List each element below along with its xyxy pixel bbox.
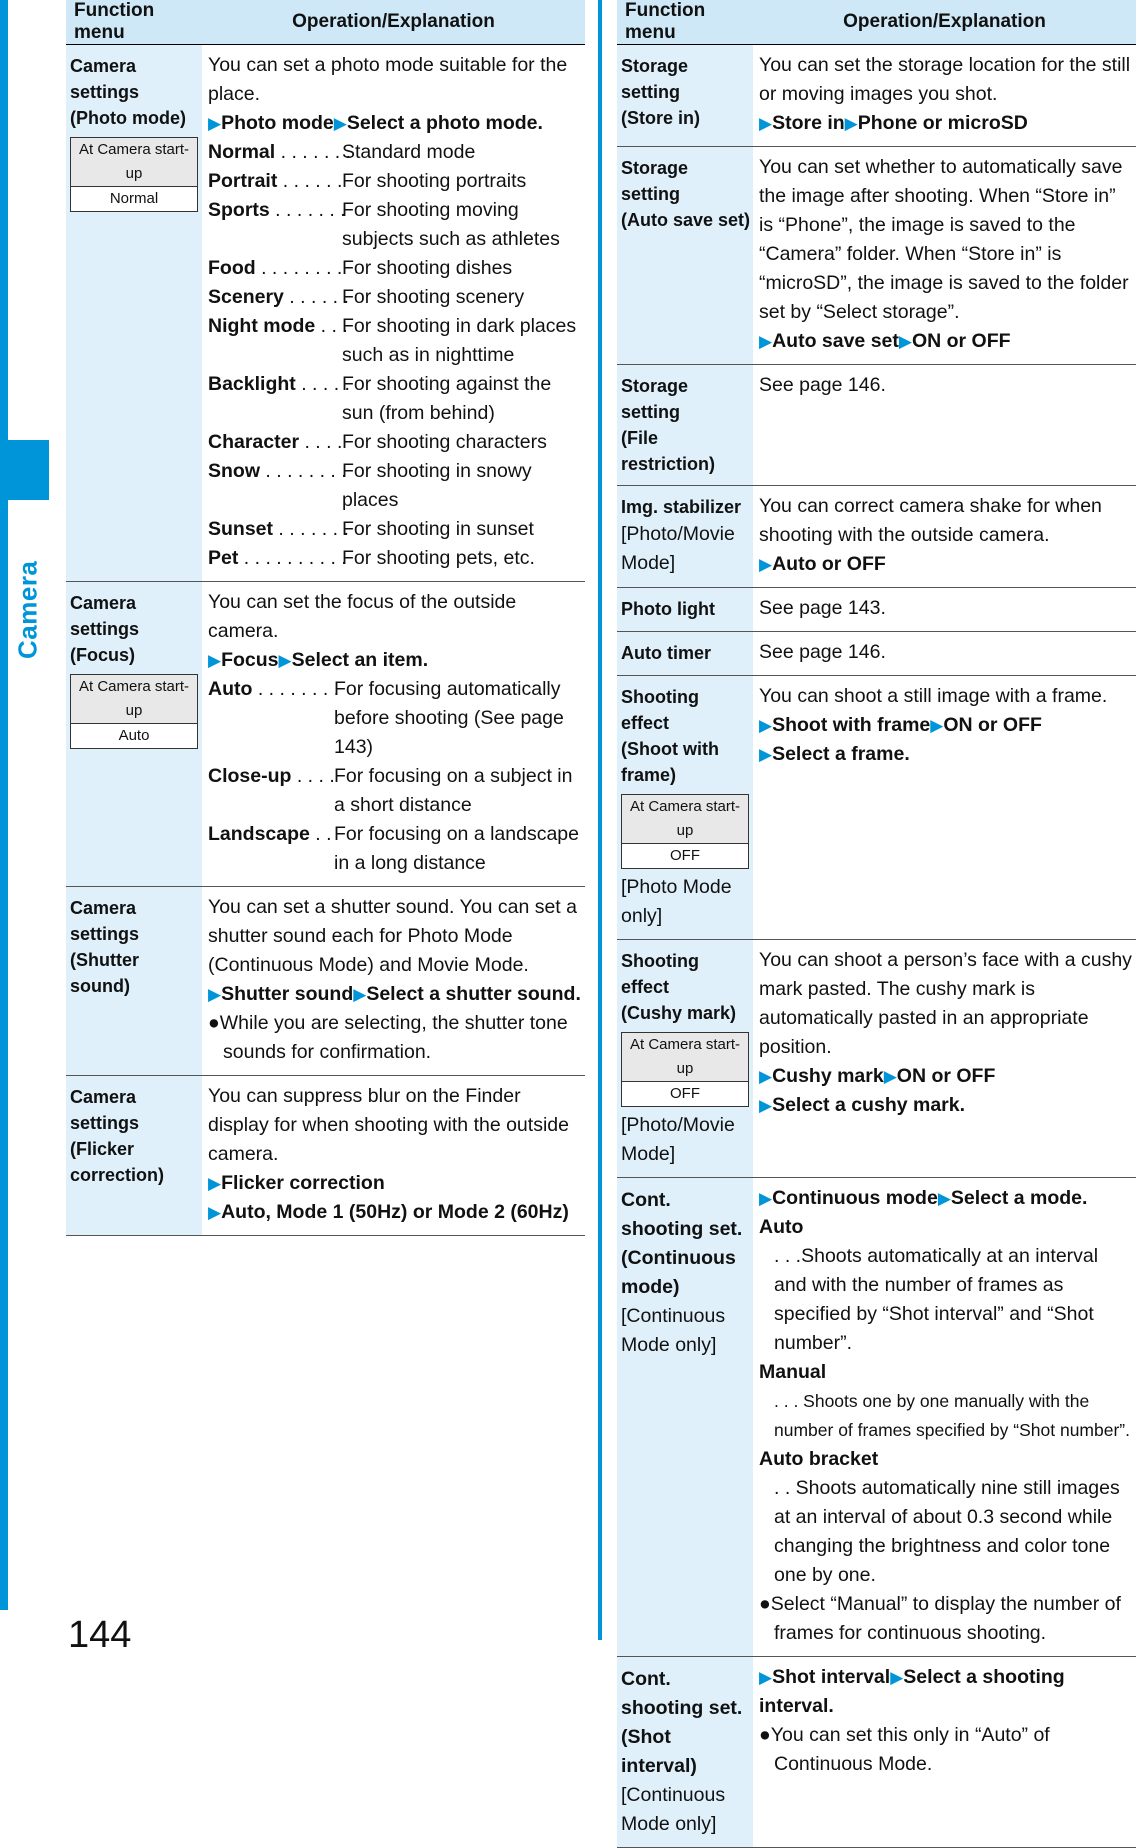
list-item: Backlight . . . . . For shooting against the sun (from behind) [208, 373, 552, 424]
startup-default-box: At Camera start-up Normal [70, 137, 198, 212]
function-cell: Photo light [617, 588, 753, 632]
arrow-icon: ▶ [759, 745, 773, 764]
function-cell: Storage setting (File restriction) [617, 365, 753, 486]
function-table-right [617, 0, 1136, 1848]
list-item: Sunset . . . . . . . For shooting in sunset [208, 518, 534, 540]
list-item: Night mode . . . For shooting in dark places such as in nighttime [208, 315, 577, 366]
list-item: Character . . . . For shooting characters [208, 431, 547, 453]
function-table-left [66, 0, 585, 1236]
table-row [66, 1076, 585, 1236]
operation-cell: You can set the storage location for the still or moving images you shot. ▶Store in▶Phone or microSD [753, 45, 1136, 147]
list-item: Landscape . . For focusing on a landscape in a long distance [208, 823, 579, 874]
function-cell: Shooting effect (Shoot with frame) At Camera start-up OFF [Photo Mode only] [617, 676, 753, 940]
list-item: Portrait . . . . . . For shooting portraits [208, 170, 527, 192]
arrow-icon: ▶ [208, 985, 222, 1004]
arrow-icon: ▶ [759, 114, 773, 133]
table-row [617, 940, 1136, 1178]
list-item: Sports . . . . . . . For shooting moving subjects such as athletes [208, 199, 560, 250]
function-menu-header: Function menu [66, 0, 202, 45]
left-column [66, 0, 585, 1236]
list-item: Auto . . . . . . . . For focusing automatically before shooting (See page 143) [208, 678, 564, 758]
function-cell: Storage setting (Store in) [617, 45, 753, 147]
table-row [617, 365, 1136, 486]
arrow-icon: ▶ [930, 716, 944, 735]
page-number: 144 [68, 1614, 132, 1656]
operation-cell: ▶Continuous mode▶Select a mode. Auto . . .Shoots automatically at an interval and with the number of frames as specified by “Shot interval” and “Shot number”. Manual . . . Shoots one by one manually with the number of frames specified by “Shot number”. Auto bracket . . Shoots automatically nine still images at an interval of about 0.3 second while changing the brightness and color tone one by one. ●Select “Manual” to display the number of frames for continuous shooting. [753, 1178, 1136, 1657]
operation-cell: You can set whether to automatically save the image after shooting. When “Store in” is “Phone”, the image is saved to the “Camera” folder. When “Store in” is “microSD”, the image is saved to the folder set by “Select storage”. ▶Auto save set▶ON or OFF [753, 147, 1136, 365]
operation-step: ▶Select a frame. [759, 743, 910, 765]
arrow-icon: ▶ [353, 985, 367, 1004]
operation-step: ▶Flicker correction [208, 1172, 385, 1194]
arrow-icon: ▶ [759, 1067, 773, 1086]
operation-cell [753, 1657, 1136, 1848]
operation-step: ▶Shutter sound▶Select a shutter sound. [208, 983, 581, 1005]
chapter-label: Camera [12, 560, 43, 660]
function-cell: Camera settings (Shutter sound) [66, 887, 202, 1076]
function-cell: Cont. shooting set. (Continuous mode) [Continuous Mode only] [617, 1178, 753, 1657]
operation-step: ▶Auto, Mode 1 (50Hz) or Mode 2 (60Hz) [208, 1201, 569, 1223]
table-row [617, 1178, 1136, 1657]
arrow-icon: ▶ [759, 332, 773, 351]
list-item: Snow . . . . . . . . For shooting in snowy places [208, 460, 532, 511]
table-row [66, 887, 585, 1076]
operation-cell: You can suppress blur on the Finder display for when shooting with the outside camera. ▶Flicker correction ▶Auto, Mode 1 (50Hz) or Mode 2 (60Hz) [202, 1076, 585, 1236]
arrow-icon: ▶ [937, 1189, 951, 1208]
arrow-icon: ▶ [759, 1668, 773, 1687]
arrow-icon: ▶ [278, 651, 292, 670]
operation-cell: See page 146. [753, 632, 1136, 676]
function-cell: Shooting effect (Cushy mark) At Camera start-up OFF [Photo/Movie Mode] [617, 940, 753, 1178]
arrow-icon: ▶ [208, 1203, 222, 1222]
side-accent-line [0, 0, 8, 1610]
chapter-tab [0, 440, 49, 500]
function-cell: Cont. shooting set. (Shot interval) [Continuous Mode only] [617, 1657, 753, 1848]
focus-list [208, 675, 581, 878]
note: ●You can set this only in “Auto” of Continuous Mode. [759, 1724, 1050, 1775]
table-row [66, 45, 585, 582]
table-row [617, 45, 1136, 147]
function-cell: Camera settings (Flicker correction) [66, 1076, 202, 1236]
note: ●While you are selecting, the shutter tone sounds for confirmation. [208, 1012, 568, 1063]
list-item: Normal . . . . . . . Standard mode [208, 141, 476, 163]
table-header [617, 0, 1136, 45]
function-cell: Camera settings (Photo mode) At Camera start-up Normal [66, 45, 202, 582]
function-menu-header: Function menu [617, 0, 753, 45]
table-row [617, 147, 1136, 365]
operation-step: ▶Auto or OFF [759, 553, 886, 575]
operation-step: ▶Continuous mode▶Select a mode. [759, 1187, 1088, 1209]
right-column [617, 0, 1136, 1848]
table-row [617, 632, 1136, 676]
startup-default-box: At Camera start-up OFF [621, 794, 749, 869]
column-divider [598, 0, 602, 1640]
note: ●Select “Manual” to display the number of frames for continuous shooting. [759, 1593, 1121, 1644]
operation-step: ▶Focus▶Select an item. [208, 649, 429, 671]
function-cell: Img. stabilizer [Photo/Movie Mode] [617, 486, 753, 588]
arrow-icon: ▶ [844, 114, 858, 133]
operation-cell: You can correct camera shake for when shooting with the outside camera. ▶Auto or OFF [753, 486, 1136, 588]
operation-step: ▶Select a cushy mark. [759, 1094, 966, 1116]
table-row [617, 676, 1136, 940]
operation-cell: See page 146. [753, 365, 1136, 486]
operation-cell: You can set a shutter sound. You can set a shutter sound each for Photo Mode (Continuous Mode) and Movie Mode. ▶Shutter sound▶Select a shutter sound. ●While you are selecting, the shutter tone sounds for confirmation. [202, 887, 585, 1076]
table-row [617, 486, 1136, 588]
startup-default-box: At Camera start-up Auto [70, 674, 198, 749]
operation-step: ▶Shot interval▶Select a shooting interval. [759, 1666, 1065, 1717]
arrow-icon: ▶ [208, 1174, 222, 1193]
arrow-icon: ▶ [883, 1067, 897, 1086]
arrow-icon: ▶ [208, 114, 222, 133]
arrow-icon: ▶ [890, 1668, 904, 1687]
arrow-icon: ▶ [759, 1189, 773, 1208]
arrow-icon: ▶ [759, 555, 773, 574]
function-cell: Storage setting (Auto save set) [617, 147, 753, 365]
operation-step: ▶Auto save set▶ON or OFF [759, 330, 1011, 352]
list-item: Close-up . . . . For focusing on a subject in a short distance [208, 765, 573, 816]
arrow-icon: ▶ [898, 332, 912, 351]
list-item: Food . . . . . . . . For shooting dishes [208, 257, 513, 279]
operation-header: Operation/Explanation [202, 0, 585, 45]
table-row [66, 582, 585, 887]
operation-step: ▶Cushy mark▶ON or OFF [759, 1065, 996, 1087]
operation-step: ▶Shoot with frame▶ON or OFF [759, 714, 1042, 736]
operation-header: Operation/Explanation [753, 0, 1136, 45]
table-header [66, 0, 585, 45]
operation-cell: You can set a photo mode suitable for the place. ▶Photo mode▶Select a photo mode. Normal . . . . . . . Standard mode Portrait . . . . . . For shooting portraits Sports . . . . . . . For shooting moving subjects such as athletes Food . . . . . . . . For shooting dishes Scenery . . . . . . For shooting scenery Night mode . . . For shooting in dark places such as in nighttime Backlight . . . . . For shooting against the sun (from behind) Character . . . . For shooting characters Snow . . . . . . . . For shooting in snowy places Sunset . . . . . . . For shooting in sunset Pet . . . . . . . . . . For shooting pets, etc. [202, 45, 585, 582]
operation-cell: You can shoot a still image with a frame. ▶Shoot with frame▶ON or OFF ▶Select a frame. [753, 676, 1136, 940]
table-row [617, 1657, 1136, 1848]
photo-mode-list [208, 138, 581, 573]
arrow-icon: ▶ [759, 1096, 773, 1115]
list-item: Pet . . . . . . . . . . For shooting pets, etc. [208, 547, 535, 569]
arrow-icon: ▶ [333, 114, 347, 133]
operation-cell: You can shoot a person’s face with a cushy mark pasted. The cushy mark is automatically pasted in an appropriate position. ▶Cushy mark▶ON or OFF ▶Select a cushy mark. [753, 940, 1136, 1178]
function-cell: Auto timer [617, 632, 753, 676]
table-row [617, 588, 1136, 632]
operation-cell: You can set the focus of the outside camera. ▶Focus▶Select an item. Auto . . . . . . . . For focusing automatically before shooting (See page 143) Close-up . . . . For focusing on a subject in a short distance Landscape . . For focusing on a landscape in a long distance [202, 582, 585, 887]
arrow-icon: ▶ [208, 651, 222, 670]
list-item: Scenery . . . . . . For shooting scenery [208, 286, 525, 308]
startup-default-box: At Camera start-up OFF [621, 1032, 749, 1107]
operation-cell: See page 143. [753, 588, 1136, 632]
arrow-icon: ▶ [759, 716, 773, 735]
function-cell: Camera settings (Focus) At Camera start-up Auto [66, 582, 202, 887]
operation-step: ▶Store in▶Phone or microSD [759, 112, 1028, 134]
operation-step: ▶Photo mode▶Select a photo mode. [208, 112, 543, 134]
